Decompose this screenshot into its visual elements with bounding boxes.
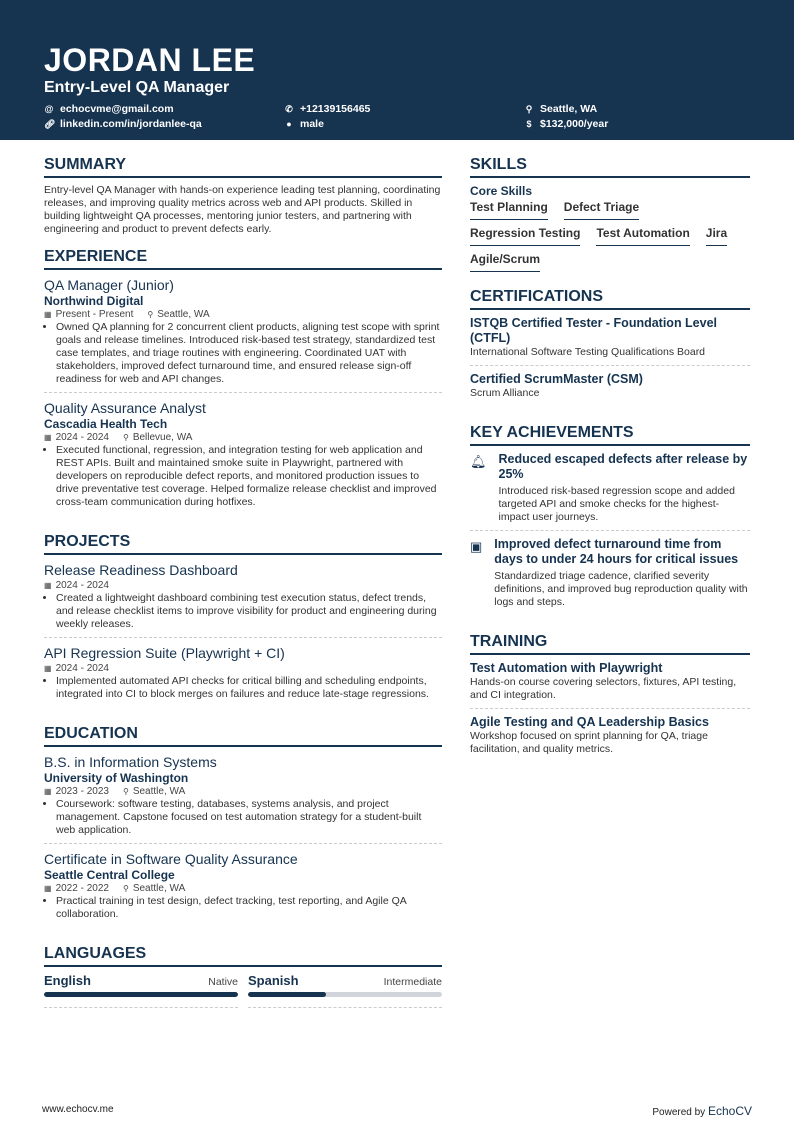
experience-item: Quality Assurance Analyst Cascadia Health Tech ▦ 2024 - 2024 ⚲ Bellevue, WA • Executed functional, regression, and integration testing for web application and REST APIs. Built and maintained smoke suite in Playwright, partnered with developers on reproducible defect reports, and monitored production issues to drive preventative test coverage. Helped formalize release checklist and improved cross-team communication during hotfixes. bbox=[44, 399, 442, 515]
skill-tags bbox=[470, 200, 750, 272]
certification-item: Certified ScrumMaster (CSM) Scrum Alliance bbox=[470, 372, 643, 399]
user-icon: ● bbox=[286, 119, 292, 129]
calendar-icon: ▦ bbox=[44, 664, 52, 673]
achievements-heading: KEY ACHIEVEMENTS bbox=[470, 424, 750, 446]
language-item: English Native bbox=[44, 973, 238, 1008]
contact-gender: ● male bbox=[284, 118, 524, 130]
job-description: • Owned QA planning for 2 concurrent client products, aligning test scope with sprint goals and release timelines. Introduced risk-based test strategy, standardized test case templates, and triage routines with engineering. Coordinated UAT with stakeholders, improved defect turnaround time, and ensured release sign-off readiness for web and API changes. bbox=[56, 321, 442, 386]
project-title: Release Readiness Dashboard bbox=[44, 562, 238, 578]
summary-heading: SUMMARY bbox=[44, 156, 442, 178]
footer bbox=[42, 1104, 752, 1118]
right-column bbox=[470, 156, 750, 768]
projects-heading: PROJECTS bbox=[44, 533, 442, 555]
skills-heading: SKILLS bbox=[470, 156, 750, 178]
experience-heading: EXPERIENCE bbox=[44, 248, 442, 270]
skill-tag: Jira bbox=[706, 226, 727, 246]
language-item: Spanish Intermediate bbox=[248, 973, 442, 1008]
location-icon: ⚲ bbox=[525, 103, 533, 114]
project-description: • Created a lightweight dashboard combining test execution status, defect trends, and release checklist items to improve visibility for product and engineering during weekly releases. bbox=[56, 592, 442, 631]
contact-email[interactable]: @ echocvme@gmail.com bbox=[44, 103, 174, 115]
calendar-icon: ▦ bbox=[44, 787, 52, 796]
language-proficiency-bar bbox=[44, 992, 238, 997]
calendar-icon: ▦ bbox=[44, 433, 52, 442]
language-proficiency-bar bbox=[248, 992, 442, 997]
job-description: • Executed functional, regression, and integration testing for web application and REST APIs. Built and maintained smoke suite in Playwright, partnered with developers on reproducible defect reports, and monitored production issues to drive preventative test coverage. Helped formalize release checklist and improved cross-team communication during hotfixes. bbox=[56, 444, 442, 509]
experience-item: QA Manager (Junior) Northwind Digital ▦ Present - Present ⚲ Seattle, WA • Owned QA planning for 2 concurrent client products, aligning test scope with sprint goals and release timelines. Introduced risk-based test strategy, standardized test case templates, and triage routines with engineering. Coordinated UAT with stakeholders, improved defect turnaround time, and ensured release sign-off readiness for web and API changes. bbox=[44, 276, 442, 393]
contact-salary: $ $132,000/year bbox=[524, 118, 764, 130]
link-icon: 🔗︎ bbox=[44, 118, 56, 129]
job-title: QA Manager (Junior) bbox=[44, 277, 174, 293]
achievement-item: 🔔︎ Reduced escaped defects after release by 25% Introduced risk-based regression scope and added targeted API and smoke checks for the highest-impact user journeys. bbox=[470, 452, 750, 531]
candidate-title: Entry-Level QA Manager bbox=[44, 79, 230, 96]
training-item: Test Automation with Playwright Hands-on course covering selectors, fixtures, API testing, and CI integration. bbox=[470, 661, 750, 709]
education-description: • Coursework: software testing, databases, systems analysis, and project management. Capstone focused on test automation strategy for a student-built web application. bbox=[56, 798, 442, 837]
language-list bbox=[44, 973, 442, 1008]
skill-tag: Test Automation bbox=[596, 226, 689, 246]
project-title: API Regression Suite (Playwright + CI) bbox=[44, 645, 285, 661]
summary-text: Entry-level QA Manager with hands-on experience leading test planning, coordinating releases, and improving quality metrics across web and API products. Skilled in building lightweight QA processes, mentoring junior testers, and partnering with engineering and product to prevent defects early. bbox=[44, 184, 441, 235]
powered-by: Powered by EchoCV bbox=[652, 1104, 752, 1118]
project-item: API Regression Suite (Playwright + CI) ▦ 2024 - 2024 • Implemented automated API checks for critical billing and scheduling endpoints, integrated into CI to block merges on failures and reduce late-stage regressions. bbox=[44, 644, 442, 707]
bell-icon: 🔔︎ bbox=[470, 454, 487, 469]
degree: B.S. in Information Systems bbox=[44, 754, 217, 770]
contact-location: ⚲ Seattle, WA bbox=[525, 103, 598, 115]
contact-list bbox=[44, 103, 750, 130]
company: Cascadia Health Tech bbox=[44, 417, 168, 431]
contact-linkedin[interactable]: 🔗︎ linkedin.com/in/jordanlee-qa bbox=[44, 118, 202, 130]
dollar-icon: $ bbox=[526, 119, 532, 129]
location-icon: ⚲ bbox=[147, 310, 154, 319]
school: Seattle Central College bbox=[44, 868, 175, 882]
candidate-name: JORDAN LEE bbox=[44, 42, 256, 78]
calendar-icon: ▦ bbox=[44, 310, 52, 319]
location-icon: ⚲ bbox=[122, 884, 129, 893]
project-item: Release Readiness Dashboard ▦ 2024 - 2024 • Created a lightweight dashboard combining test execution status, defect trends, and release checklist items to improve visibility for product and engineering during weekly releases. bbox=[44, 561, 442, 638]
skill-tag: Test Planning bbox=[470, 200, 548, 220]
proficiency-fill bbox=[248, 992, 326, 997]
school: University of Washington bbox=[44, 771, 189, 785]
location-icon: ⚲ bbox=[122, 433, 129, 442]
calendar-icon: ▦ bbox=[44, 581, 52, 590]
website-link[interactable]: www.echocv.me bbox=[42, 1104, 114, 1115]
skill-tag: Regression Testing bbox=[470, 226, 580, 246]
chip-icon: ▣ bbox=[470, 539, 483, 554]
education-item: Certificate in Software Quality Assurance Seattle Central College ▦ 2022 - 2022 ⚲ Seattle, WA • Practical training in test design, defect tracking, test reporting, and Agile QA collaboration. bbox=[44, 850, 442, 927]
proficiency-fill bbox=[44, 992, 238, 997]
education-heading: EDUCATION bbox=[44, 725, 442, 747]
header bbox=[0, 0, 794, 140]
languages-heading: LANGUAGES bbox=[44, 945, 442, 967]
degree: Certificate in Software Quality Assurance bbox=[44, 851, 298, 867]
skill-tag: Agile/Scrum bbox=[470, 252, 540, 272]
certification-item: ISTQB Certified Tester - Foundation Level (CTFL) International Software Testing Qualifications Board bbox=[470, 316, 750, 366]
education-description: • Practical training in test design, defect tracking, test reporting, and Agile QA collaboration. bbox=[56, 895, 442, 921]
achievement-item: ▣ Improved defect turnaround time from days to under 24 hours for critical issues Standardized triage cadence, clarified severity definitions, and improved bug reproduction quality with logs and steps. bbox=[470, 537, 748, 608]
company: Northwind Digital bbox=[44, 294, 144, 308]
job-title: Quality Assurance Analyst bbox=[44, 400, 206, 416]
calendar-icon: ▦ bbox=[44, 884, 52, 893]
at-icon: @ bbox=[44, 104, 54, 114]
location-icon: ⚲ bbox=[122, 787, 129, 796]
certifications-heading: CERTIFICATIONS bbox=[470, 288, 750, 310]
skill-tag: Defect Triage bbox=[564, 200, 639, 220]
training-heading: TRAINING bbox=[470, 633, 750, 655]
education-item: B.S. in Information Systems University of Washington ▦ 2023 - 2023 ⚲ Seattle, WA • Coursework: software testing, databases, systems analysis, and project management. Capstone focused on test automation strategy for a student-built web application. bbox=[44, 753, 442, 844]
skill-group-title: Core Skills bbox=[470, 184, 533, 198]
project-description: • Implemented automated API checks for critical billing and scheduling endpoints, integrated into CI to block merges on failures and reduce late-stage regressions. bbox=[56, 675, 442, 701]
phone-icon: ✆ bbox=[285, 103, 293, 114]
training-item: Agile Testing and QA Leadership Basics Workshop focused on sprint planning for QA, triage facilitation, and quality metrics. bbox=[470, 715, 709, 755]
contact-phone[interactable]: ✆ +12139156465 bbox=[285, 103, 371, 115]
left-column bbox=[44, 156, 442, 1008]
